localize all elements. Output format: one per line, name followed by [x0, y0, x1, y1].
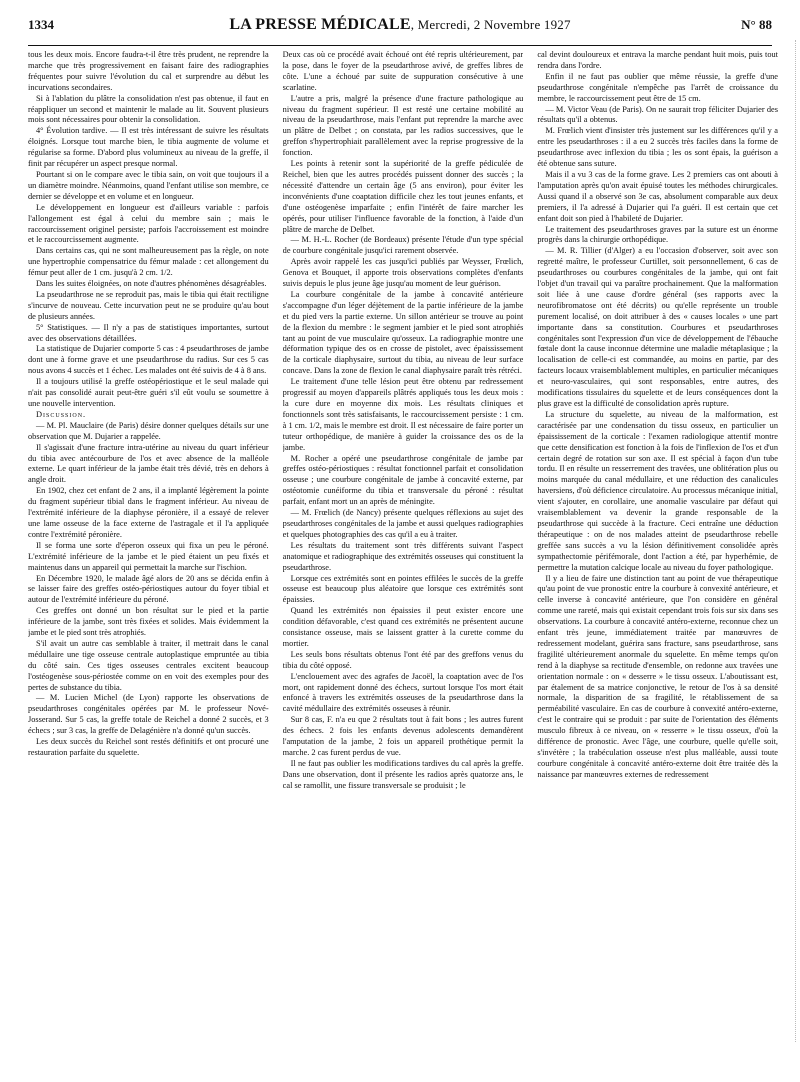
paragraph: — M. Victor Veau (de Paris). On ne saurait trop féliciter Dujarier des résultats qu'il a obtenus.: [537, 104, 778, 125]
paragraph: La structure du squelette, au niveau de la malformation, est caractérisée par une condensation du tissu osseux, en particulier un épaississement de la corticale : l'examen radiologique attentif montre que cette densification est fonction à la fois de l'inflexion de l'os et d'un certain degré de rotation sur son axe. Il est spécial à façon d'un tube tordu. Il en résulte un resserrement des travées, une oblitération plus ou moins marquée du canal médullaire, et une réduction des canalicules haversiens, d'où déficience circulatoire. Au processus mécanique initial, vient s'ajouter, en corollaire, une anomalie vasculaire par défaut qui vraisemblablement va devenir la grande responsable de la pseudarthrose qui succède à la fracture. Ceci entraîne une déduction thérapeutique : on de nos malades atteint de pseudarthrose rebelle greffée sans succès a vu la lésion définitivement consolidée après sympathectomie périfémorale, dont l'action a été, par hyperhémie, de permettre la mutation calcique locale au niveau du foyer pathologique.: [537, 409, 778, 572]
paragraph: Le traitement des pseudarthroses graves par la suture est un énorme progrès dans la chirurgie orthopédique.: [537, 224, 778, 245]
paragraph: cal devint douloureux et entrava la marche pendant huit mois, puis tout rendra dans l'ordre.: [537, 50, 778, 70]
paragraph: Sur 8 cas, F. n'a eu que 2 résultats tout à fait bons ; les autres furent des échecs. 2 fois les enfants devenus adolescents demandèrent l'amputation de la jambe, 2 fois un appareil prothétique permit la marche. 2 cas furent perdus de vue.: [282, 715, 524, 757]
column-left: [28, 50, 269, 1076]
page-edge: [795, 40, 796, 1042]
page-number: 1334: [28, 17, 54, 32]
paragraph: Les résultats du traitement sont très différents suivant l'aspect anatomique et radiographique des extrémités osseuses qui constituent la pseudarthrose.: [282, 540, 524, 572]
paragraph: Dans certains cas, qui ne sont malheureusement pas la règle, on note une hypertrophie compensatrice du fémur malade : cet allongement du fémur peut aller de 1 cm. jusqu'à 2 cm. 1/2.: [28, 246, 269, 278]
journal-title: LA PRESSE MÉDICALE: [229, 16, 411, 33]
paragraph: 4° Évolution tardive. — Il est très intéressant de suivre les résultats éloignés. Lorsque tout marche bien, le tibia augmente de volume et régularise sa forme. D'abord plus volumineux au niveau de la greffe, il finit par récupérer un aspect presque normal.: [28, 126, 269, 169]
paragraph: 5° Statistiques. — Il n'y a pas de statistiques importantes, surtout avec des observations détaillées.: [28, 322, 269, 343]
paragraph: — M. Pl. Mauclaire (de Paris) désire donner quelques détails sur une observation que M. Dujarier a rappelée.: [28, 420, 269, 441]
paragraph: Les deux succès du Reichel sont restés définitifs et ont procuré une restauration parfaite du squelette.: [28, 737, 269, 757]
paragraph: S'il avait un autre cas semblable à traiter, il mettrait dans le canal médullaire une tige osseuse centrale autoplastique empruntée au tibia du côté sain. Ces tiges osseuses centrales excitent beaucoup l'ostéogenèse sous-périostée comme on en voit des exemples pour des pertes de substance du tibia.: [28, 638, 269, 692]
paragraph: tous les deux mois. Encore faudra-t-il être très prudent, ne reprendre la marche que très progressivement en faisant faire des radiographies fréquentes pour suivre l'évolution du cal et surprendre au début les incurvations secondaires.: [28, 50, 269, 92]
paragraph: Les points à retenir sont la supériorité de la greffe pédiculée de Reichel, bien que les autres procédés puissent donner des succès ; la nécessité d'attendre un certain âge (5 ans environ), pour éviter les inconvénients d'une coaptation difficile chez les tout jeunes enfants, et d'une ostéogenèse imparfaite ; enfin l'intérêt de faire marcher les opérés, pour utiliser l'influence favorable de la fonction, à l'aide d'un plâtre de marche de Delbet.: [282, 159, 524, 234]
article-columns: [28, 50, 778, 1076]
paragraph: Ces greffes ont donné un bon résultat sur le pied et la partie inférieure de la jambe, sont très fixées et solides. Mais évidemment la jambe et le pied sont très atrophiés.: [28, 606, 269, 638]
paragraph: Il se forma une sorte d'éperon osseux qui fixa un peu le péroné. L'extrémité inférieure de la jambe et le pied étaient un peu fixés et maintenus dans un appareil qui permettait la marche sur l'ischion.: [28, 540, 269, 572]
paragraph: Enfin il ne faut pas oublier que même réussie, la greffe d'une pseudarthrose congénitale n'empêche pas l'arrêt de croissance du membre, le raccourcissement peut être de 15 cm.: [537, 71, 778, 103]
paragraph: Il s'agissait d'une fracture intra-utérine au niveau du quart inférieur du tibia avec antécourbure de l'os et avec absence de la malléole externe. Le quart inférieur de la jambe était très dévié, très en dehors à angle droit.: [28, 442, 269, 485]
paragraph: Dans les suites éloignées, on note d'autres phénomènes désagréables.: [36, 279, 267, 289]
paragraph: — M. Lucien Michel (de Lyon) rapporte les observations de pseudarthroses congénitales opérées par M. le professeur Nové-Josserand. Sur 5 cas, la greffe totale de Reichel a donné 2 succès, et 3 échecs ; sur 3 cas, la greffe de Delagénière n'a donné qu'un succès.: [28, 693, 269, 736]
paragraph: Le développement en longueur est d'ailleurs variable : parfois l'allongement est égal à celui du membre sain ; mais le raccourcissement originel persiste; parfois l'accroissement est moindre et le raccourcissement augmente.: [28, 202, 269, 245]
paragraph: Après avoir rappelé les cas jusqu'ici publiés par Weysser, Frœlich, Genova et Bouquet, il apporte trois observations complètes d'enfants suivis depuis le plus jeune âge jusqu'au moment de leur guérison.: [282, 257, 524, 289]
paragraph: M. Rocher a opéré une pseudarthrose congénitale de jambe par greffes ostéo-périostiques : résultat fonctionnel parfait et consolidation osseuse ; une courbure congénitale de jambe à concavité externe, par ostéotomie cunéiforme du tibia et transversale du péroné : résultat parfait, enfant mort un an après de méningite.: [282, 453, 524, 507]
paragraph: Le traitement d'une telle lésion peut être obtenu par redressement progressif au moyen d'appareils plâtrés appliqués tous les deux mois : la cure dure en moyenne dix mois. Les résultats cliniques et fonctionnels sont très satisfaisants, le raccourcissement persiste : 1 cm. à 1 cm. 1/2, mais le membre est droit. Il est nécessaire de faire porter un tuteur orthopédique, de manière à guider la croissance des os de la jambe.: [282, 377, 524, 452]
paragraph: Il ne faut pas oublier les modifications tardives du cal après la greffe. Dans une observation, dont il présente les radios après quatorze ans, le cal se ramollit, une fissure transversale se produisit ; le: [282, 758, 524, 790]
paragraph: En 1902, chez cet enfant de 2 ans, il a implanté légèrement la pointe du fragment supérieur tibial dans le fragment inférieur. Au niveau de l'extrémité inférieure de la diaphyse péronière, il a essayé de relever une lame osseuse de la face externe de l'astragale et il l'a appliquée contre l'extrémité péronière.: [28, 486, 269, 539]
paragraph: L'autre a pris, malgré la présence d'une fracture pathologique au niveau du fragment supérieur. Il est resté une certaine mobilité au niveau de la pseudarthrose, mais l'enfant put reprendre la marche avec un plâtre de Delbet ; on constata, par les radios successives, que le greffon s'hypertrophiait parallèlement avec la reprise progressive de la fonction.: [282, 93, 524, 158]
paragraph: La statistique de Dujarier comporte 5 cas : 4 pseudarthroses de jambe dont une à forme grave et une pseudarthrose du radius. Sur ces 5 cas nous avons 4 succès et 1 échec. Les malades ont été suivis de 4 à 8 ans.: [28, 344, 269, 376]
paragraph: La pseudarthrose ne se reproduit pas, mais le tibia qui était rectiligne s'incurve de nouveau. Cette incurvation peut ne se produire qu'au bout de plusieurs années.: [28, 289, 269, 321]
paragraph: Mais il a vu 3 cas de la forme grave. Les 2 premiers cas ont abouti à l'amputation après qu'on avait épuisé toutes les méthodes chirurgicales. Aussi quand il a observé son 3e cas, absolument comparable aux deux premiers, il l'a adressé à Dujarier qui l'a guéri. Il est certain que cet enfant doit son pied à l'habileté de Dujarier.: [537, 169, 778, 223]
paragraph: Pourtant si on le compare avec le tibia sain, on voit que toujours il a un diamètre moindre. Néanmoins, quand l'enfant utilise son membre, ce dernier se développe et en volume et en longueur.: [28, 169, 269, 201]
paragraph: En Décembre 1920, le malade âgé alors de 20 ans se décida enfin à se laisser faire des greffes ostéo-périostiques autour du foyer tibial et autour de l'extrémité inférieure du péroné.: [28, 573, 269, 605]
section-heading: Discussion.: [36, 409, 87, 419]
paragraph: Il y a lieu de faire une distinction tant au point de vue thérapeutique qu'au point de vue pronostic entre la courbure à convexité antérieure, et celle inverse à concavité antérieure, que l'on considère en général comme une rareté, mais qui existait cependant trois fois sur six dans ses observations. La courbure à concavité antéro-externe, reconnue chez un enfant très jeune, immédiatement traitée par manœuvres de redressement modelant, guérira sans fracture, sans pseudarthrose, sans fragilité ultérieurement anormale du squelette. En même temps qu'on rend à la diaphyse sa rectitude d'ensemble, on redonne aux travées une orientation normale : on « desserre » le tissu osseux. L'aboutissant est, par étalement de sa matrice conjonctive, le retour de l'os à sa densité normale, la disparition de sa fragilité, le rétablissement de sa perméabilité vasculaire. En cas de courbure à convexité antéro-externe, c'est le contraire qui se produit : par suite de l'orientation des éléments musculo fibreux à ce niveau, on « resserre » le tissu osseux, d'où la différence de pronostic. Avec l'âge, une courbure, quelle qu'elle soit, s'invétère ; la trabéculation osseuse n'est plus malléable, aussi toute courbure congénitale à concavité antéro-externe doit être traitée dès la naissance par manœuvres externes de redressement: [537, 573, 778, 779]
column-right: [537, 50, 778, 1076]
paragraph: Quand les extrémités non épaissies il peut exister encore une condition défavorable, c'est quand ces extrémités ne présentent aucune consistance osseuse, mais se laissent gratter à la curette comme du mortier.: [282, 606, 524, 648]
paragraph: Il a toujours utilisé la greffe ostéopériostique et le seul malade qui n'ait pas consolidé aurait peut-être guéri s'il eût voulu se soumettre à une nouvelle intervention.: [28, 377, 269, 408]
paragraph: — M. R. Tillier (d'Alger) a eu l'occasion d'observer, soit avec son regretté maître, le professeur Curtillet, soit personnellement, 6 cas de pseudarthroses ou courbures congénitales de la jambe, qui ont fait l'objet d'un travail qui va paraître prochainement. Que la malformation soit liée à une cause d'ordre général (ses rapports avec la neurofibromatose ont été décrits) ou qu'elle représente un trouble purement localisé, on doit attribuer à des « causes locales » une part importante dans sa constitution. Courbures et pseudarthroses congénitales sont l'expression d'un vice de développement de l'ébauche fœtale dont la cause inconnue détermine une maladie métaplasique ; la localisation de celle-ci est commandée, au moins en partie, par des facteurs locaux vraisemblablement multiples, en particulier mécaniques et neuro-vasculaires, qui sont responsables, entre autres, des modifications tissulaires du squelette et de leurs conséquences dont la plus grave est la difficulté de consolidation après rupture.: [537, 246, 778, 408]
masthead: LA PRESSE MÉDICALE, Mercredi, 2 Novembre 1927: [229, 16, 571, 33]
paragraph: La courbure congénitale de la jambe à concavité antérieure s'accompagne d'un léger déjètement de la partie inférieure de la jambe et du pied vers la partie externe. Un sillon antérieur se trouve au point de la flexion du membre : le segment jambier et le pied sont atrophiés tant au point de vue musculaire qu'osseux. La radiographie montre une déformation typique des os en crosse de pistolet, avec épaississement de la corticale diaphysaire, surtout du tibia, au niveau de leur surface concave. Dans la zone de flexion le canal diaphysaire paraît très rétréci.: [282, 289, 524, 376]
paragraph: Deux cas où ce procédé avait échoué ont été repris ultérieurement, par la pose, dans le foyer de la pseudarthrose avivé, de greffes libres de côte. L'une a échoué par suite de suppuration consécutive à une scarlatine.: [282, 50, 524, 92]
paragraph: — M. H.-L. Rocher (de Bordeaux) présente l'étude d'un type spécial de courbure congénitale jusqu'ici rarement observée.: [282, 235, 524, 256]
page-header: [28, 16, 772, 46]
column-middle: [283, 50, 524, 1076]
paragraph: Les seuls bons résultats obtenus l'ont été par des greffons venus du tibia du côté opposé.: [282, 649, 524, 670]
paragraph: Lorsque ces extrémités sont en pointes effilées le succès de la greffe osseuse est beaucoup plus aléatoire que lorsque ces extrémités sont épaissies.: [282, 573, 524, 605]
paragraph: L'enclouement avec des agrafes de Jacoël, la coaptation avec de l'os mort, ont rapidement donné des échecs, surtout lorsque l'os mort était enfoncé à travers les extrémités osseuses de la pseudarthrose dans la cavité médullaire des extrémités osseuses à réunir.: [282, 671, 524, 714]
issue-date: Mercredi, 2 Novembre 1927: [417, 17, 571, 32]
paragraph: Si à l'ablation du plâtre la consolidation n'est pas obtenue, il faut en réappliquer un second et maintenir le malade au lit. Souvent plusieurs mois sont nécessaires pour obtenir la consolidation.: [28, 93, 269, 125]
paragraph: — M. Frœlich (de Nancy) présente quelques réflexions au sujet des pseudarthroses congénitales de la jambe et aussi quelques radiographies et quelques photographies des cas qu'il a eu à traiter.: [282, 508, 524, 539]
issue-number: N° 88: [741, 17, 772, 32]
paragraph: M. Frœlich vient d'insister très justement sur les différences qu'il y a entre les pseudarthroses : il a eu 2 succès très faciles dans la forme de pseudarthrose avec inflexion du tibia ; les os sont épais, la guérison a été obtenue sans suture.: [537, 126, 778, 169]
